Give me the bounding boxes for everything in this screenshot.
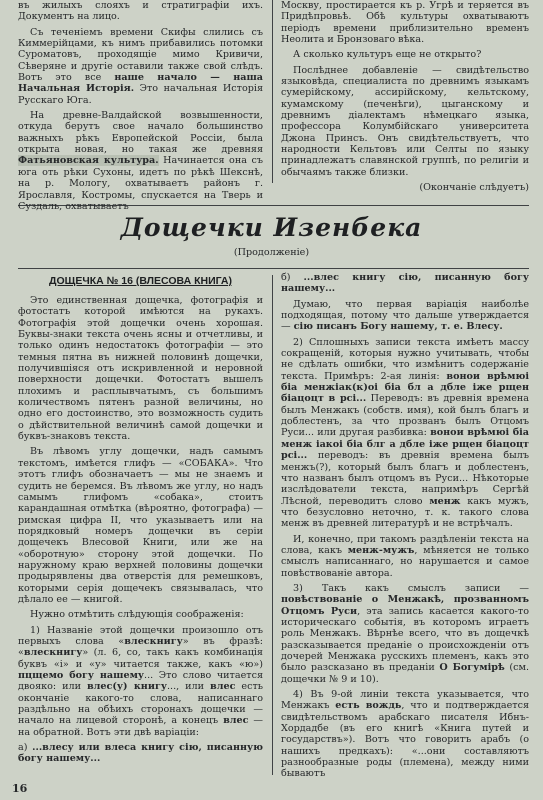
paragraph: Это единственная дощечка, фотографія и фотостатъ которой имѣются на рукахъ. Фотографія этой дощечки очень хорошая. Буквы-знаки текста очень ясны и отчетливы, и только одинъ недостатокъ фотографіи — это темныя пятна въ нижней половинѣ дощечки, получившіяся отъ искривленной и неровной поверхности дощечки. Фотостатъ вышелъ плохимъ и расплывчатымъ, съ большимъ количествомъ пятенъ разной величины, но одно его достоинство, это возможность судить о дѣйствительной величинѣ самой дощечки и буквъ-знаковъ текста. [18,295,263,443]
article-subtitle: (Продолженіе) [233,247,310,258]
paragraph: На древне-Валдайской возвышенности, откуда берутъ свое начало большинство важныхъ рѣкъ Европейской Россіи, была открыта новая, но такая же древняя Фатьяновская культура. Начинается она съ юга оть рѣки Сухоны, идетъ по рѣкѣ Шекснѣ, на р. Мологу, охватываетъ районъ г. Ярославля, Костромы, спускается на Тверь и Суздаль, охватываетъ [18,110,263,212]
page-number: 16 [12,782,28,795]
paragraph: Въ лѣвомъ углу дощечки, надъ самымъ текстомъ, имѣется глифъ — «СОБАКА». Что этотъ глифъ обозначаетъ — мы не знаемъ и судить не беремся. Въ лѣвомъ же углу, но надъ самымъ глифомъ «собака», стоитъ карандашная отмѣтка (вѣроятно, фотографа) — римская цифра II, что указываетъ или на порядковый номеръ дощечки въ серіи дощечекъ Влесовой Книги, или же на «оборотную» сторону этой дощечки. По наружному краю верхней половины дощечки продырявлены два отверстія для ремешковъ, которыми серія дощечекъ связывалась, что дѣлало ее — книгой. [18,446,263,605]
paragraph: 3) Такъ какъ смыслъ записи — повѣствованіе о Менжакѣ, прозванномъ Отцомъ Руси, эта запись касается какого-то историческаго событія, въ которомъ играетъ роль Менжакъ. Вѣрнѣе всего, что въ дощечкѣ разсказывается преданіе о происхожденіи отъ дочерей Менжака русскихъ племенъ, какъ это было разсказано въ преданіи О Богумірѣ (см. дощечки № 9 и 10). [281,582,529,685]
paragraph: въ жилыхъ слояхъ и стратиграфіи ихъ. Документъ на лицо. [18,0,263,23]
paragraph: Думаю, что первая варіація наиболѣе подходящая, потому что дальше утверждается — сію писанъ Богу нашему, т. е. Влесу. [281,298,529,333]
paragraph: Послѣднее добавленіе — свидѣтельство языковѣда, специалиста по древнимъ языкамъ сумерійскому, ассирійскому, кельтскому, кумамскому (печенѣги), цыганскому и древнимъ діалектамъ нѣмецкаго языка, профессора Колумбійскаго университета Джона Принсъ. Онъ свидѣтельствуетъ, что народности Кельтовъ или Селты по языку принадлежатъ славянской группѣ, по религіи и обычаямъ также близки. [281,64,529,178]
paragraph: 2) Сплошныхъ записи текста имѣетъ массу сокращеній, которыя нужно учитывать, чтобы не сдѣлать ошибки, что измѣнитъ содержаніе текста. Примѣръ: 2-ая линія: вонои врѣмюі бia менжiак(к)оі біа бл а дбле іже рщен біацоцт в рсі... Переводъ: въ древнія времена былъ Менжакъ (собств. имя), кой былъ благъ и доблестенъ, за что прозванъ былъ Отцомъ Руси... или другая разбивка: вонои врѣмюі біа менж іакоі біа блг а дбле іже рщен біацоцт рсі... переводъ: въ древнія времена былъ менжъ(?), который былъ благъ и доблестенъ, что названъ былъ отцомъ въ Руси... Нѣкоторые изслѣдователи текста, напримѣръ Сергѣй Лѣсной, переводитъ слово менж какъ мужъ, что безусловно неточно, т. к. такого слова менж въ древней литературѣ и не встрѣчалъ. [281,336,529,530]
paragraph: Нужно отмѣтить слѣдующія соображенія: [30,609,244,621]
column-bottom-right [281,272,529,784]
to-be-continued-note: (Окончаніе слѣдуетъ) [419,182,529,194]
column-top-right [281,0,529,198]
column-divider-top [272,0,273,183]
paragraph: а) ...влесу или влеса книгу сію, писанную богу нашему... [18,742,264,765]
paragraph: А сколько культуръ еще не открыто? [293,49,482,61]
paragraph: Съ теченіемъ времени Скифы слились съ Киммерійцами, къ нимъ прибавились потомки Суроматовъ, проходящіе мимо Кривичи, Сѣверяне и другіе оставили также свой слѣдъ. Вотъ это все наше начало — наша Начальная Исторія. Это начальная Исторія Русскаго Юга. [18,26,263,106]
paragraph: Москву, простирается къ р. Угрѣ и теряется въ Придѣпровьѣ. Обѣ культуры охватываютъ періодъ времени приблизительно временъ Неолита и Бронзоваго вѣка. [281,0,529,46]
article-title: Дощечки Изенбека [120,213,423,242]
emphasis: наше начало — наша Начальная Исторія. [18,72,263,95]
column-bottom-left [18,295,263,769]
paragraph: 1) Названіе этой дощечки произошло отъ первыхъ слова «влескнигу» въ фразѣ: «влескнигу» (л. 6, со, такъ какъ комбинація буквъ «і» и «у» читается также, какъ «ю») пцщемо богу нашему... Это слово читается двояко: или влес(у) книгу..., или влес есть окончаніе какого-то слова, написаннаго раздѣльно на обѣихъ сторонахъ дощечки — начало на лицевой сторонѣ, а конецъ влес — на обратной. Вотъ эти двѣ варіаціи: [18,624,263,738]
paragraph: 4) Въ 9-ой линіи текста указывается, что Менжакъ есть вождь, что и подтверждается свидѣтельствомъ арабскаго писателя Ибнъ-Хордадбе (въ его книгѣ «Книга путей и государствъ»). Вотъ что говоритъ арабъ (о нашихъ предкахъ): «...они составляютъ разнообразные роды (племена), между ними бываютъ [281,689,529,780]
section-heading: ДОЩЕЧКА № 16 (ВЛЕСОВА КНИГА) [48,275,232,287]
paragraph: б) ...влес книгу сію, писанную богу нашему... [281,272,529,295]
column-divider-bottom [272,275,273,775]
column-top-left [18,0,263,216]
paragraph: И, конечно, при такомъ раздѣленіи текста на слова, какъ менж-мужъ, мѣняется не только смыслъ написаннаго, но нарушается и самое повѣствованіе автора. [281,533,529,579]
title-rule-bottom [18,268,529,269]
highlighted-term: Фатьяновская культура. [18,155,159,167]
